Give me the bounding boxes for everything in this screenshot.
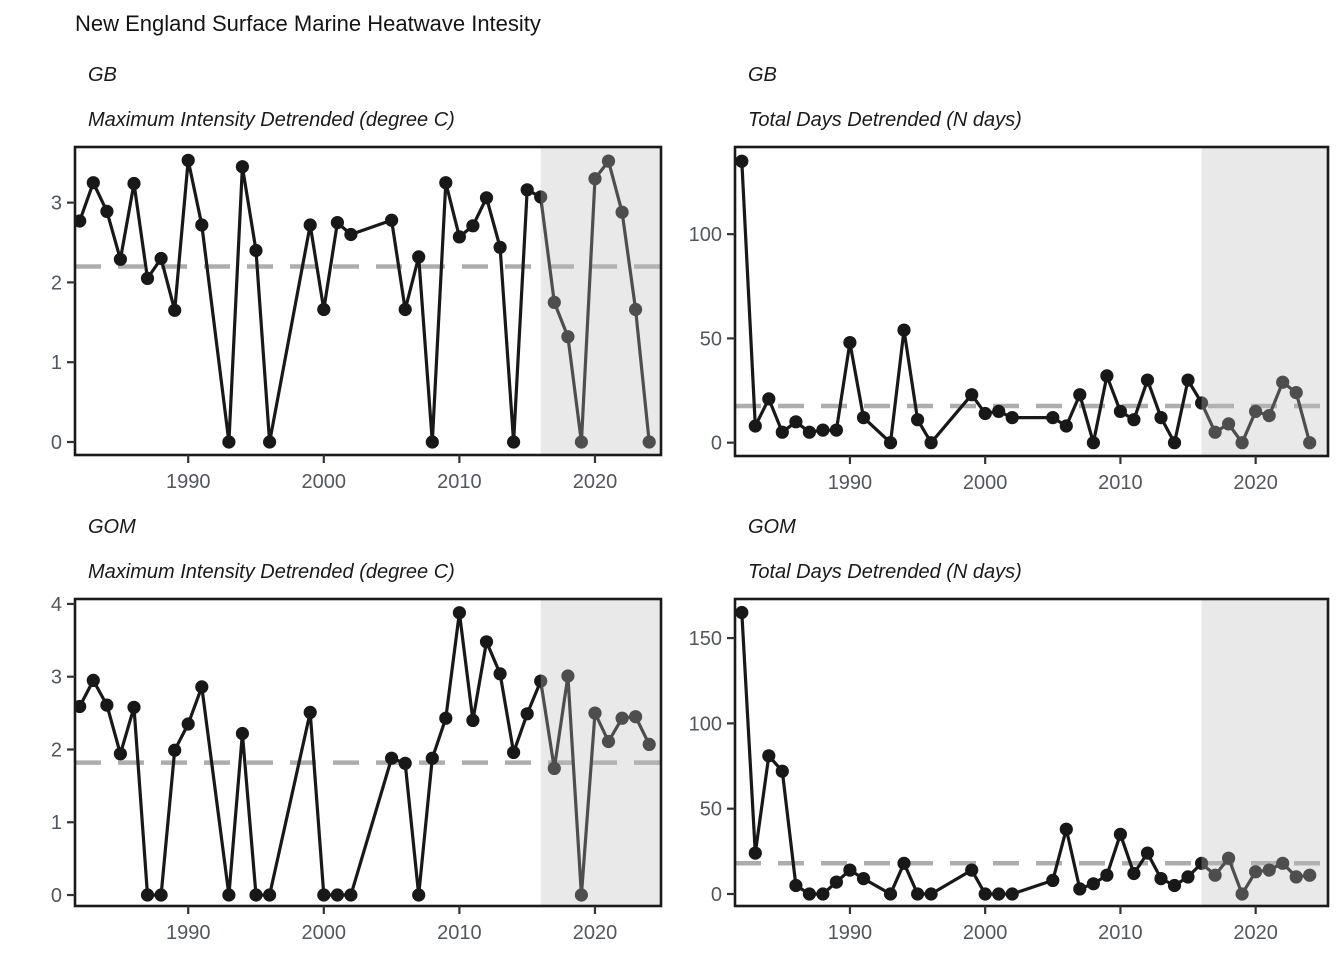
x-axis-tick-label: 2020: [1233, 472, 1278, 494]
data-point: [1046, 411, 1059, 424]
data-point: [884, 887, 897, 900]
data-point: [1060, 419, 1073, 432]
data-point: [249, 244, 262, 257]
data-point: [992, 887, 1005, 900]
chart-panel-gb-total-days: [689, 147, 1328, 494]
data-point: [1100, 369, 1113, 382]
data-point: [399, 757, 412, 770]
data-point: [317, 888, 330, 901]
data-point: [897, 324, 910, 337]
data-point: [412, 250, 425, 263]
data-point: [965, 388, 978, 401]
data-point: [507, 435, 520, 448]
y-axis-tick-label: 100: [688, 713, 722, 736]
panel-gb-max-metric-label: Maximum Intensity Detrended (degree C): [88, 109, 455, 131]
x-axis-tick-label: 2000: [301, 471, 347, 493]
x-axis-tick-label: 1990: [827, 922, 873, 944]
y-axis-tick-label: 50: [699, 328, 722, 351]
data-point: [195, 218, 208, 231]
x-axis-tick-label: 1990: [165, 471, 211, 493]
data-point: [236, 160, 249, 173]
data-point: [979, 407, 992, 420]
panel-gb-days-region-label: GB: [748, 64, 777, 86]
data-point: [195, 680, 208, 693]
x-axis-tick-label: 2000: [962, 922, 1008, 944]
data-point: [979, 887, 992, 900]
data-point: [507, 746, 520, 759]
data-point: [1114, 405, 1127, 418]
data-point: [1141, 374, 1154, 387]
y-axis-tick-label: 2: [50, 739, 62, 762]
chart-panel-gb-max-intensity: [51, 147, 661, 493]
x-axis-tick-label: 2020: [1233, 922, 1278, 944]
data-point: [426, 435, 439, 448]
data-point: [1114, 828, 1127, 841]
data-point: [1060, 823, 1073, 836]
data-point: [168, 744, 181, 757]
chart-panel-gom-max-intensity: [51, 594, 661, 944]
data-point: [127, 701, 140, 714]
data-point: [155, 252, 168, 265]
data-point: [249, 888, 262, 901]
data-point: [399, 303, 412, 316]
data-point: [1127, 867, 1140, 880]
data-point: [816, 424, 829, 437]
x-axis-tick-label: 2000: [962, 472, 1008, 494]
forecast-shade-region: [541, 599, 661, 906]
data-point: [222, 888, 235, 901]
data-point: [816, 887, 829, 900]
data-point: [925, 887, 938, 900]
data-point: [1006, 887, 1019, 900]
data-point: [317, 303, 330, 316]
y-axis-tick-label: 3: [50, 192, 62, 215]
data-point: [735, 606, 748, 619]
data-point: [776, 426, 789, 439]
data-point: [453, 230, 466, 243]
data-point: [1168, 436, 1181, 449]
y-axis-tick-label: 100: [688, 224, 722, 247]
data-point: [494, 667, 507, 680]
data-point: [480, 191, 493, 204]
panel-gom-max-metric-label: Maximum Intensity Detrended (degree C): [88, 561, 455, 583]
data-point: [843, 864, 856, 877]
data-point: [87, 674, 100, 687]
data-point: [830, 876, 843, 889]
data-point: [236, 727, 249, 740]
data-point: [762, 749, 775, 762]
data-point: [521, 183, 534, 196]
data-point: [466, 219, 479, 232]
data-point: [263, 888, 276, 901]
panel-gom-days-metric-label: Total Days Detrended (N days): [748, 561, 1022, 583]
data-point: [857, 872, 870, 885]
data-point: [100, 699, 113, 712]
panel-gb-max-region-label: GB: [88, 64, 117, 86]
data-point: [1100, 869, 1113, 882]
data-point: [992, 405, 1005, 418]
data-point: [263, 435, 276, 448]
y-axis-tick-label: 50: [699, 798, 722, 821]
data-point: [925, 436, 938, 449]
y-axis-tick-label: 1: [50, 812, 62, 835]
data-point: [155, 888, 168, 901]
y-axis-tick-label: 0: [710, 884, 722, 907]
y-axis-tick-label: 0: [50, 431, 62, 454]
data-point: [911, 413, 924, 426]
x-axis-tick-label: 2010: [1098, 922, 1143, 944]
data-point: [426, 752, 439, 765]
data-point: [1181, 374, 1194, 387]
data-point: [830, 424, 843, 437]
data-point: [114, 747, 127, 760]
data-point: [1181, 870, 1194, 883]
data-point: [385, 214, 398, 227]
data-point: [749, 419, 762, 432]
data-point: [1087, 436, 1100, 449]
data-point: [304, 218, 317, 231]
x-axis-tick-label: 2020: [572, 922, 618, 944]
data-point: [344, 228, 357, 241]
y-axis-tick-label: 0: [50, 885, 62, 908]
forecast-shade-region: [1202, 147, 1328, 456]
data-point: [1073, 388, 1086, 401]
data-point: [1046, 874, 1059, 887]
y-axis-tick-label: 150: [688, 628, 722, 651]
data-point: [1006, 411, 1019, 424]
data-point: [114, 253, 127, 266]
data-point: [803, 887, 816, 900]
data-point: [331, 216, 344, 229]
data-point: [127, 177, 140, 190]
y-axis-tick-label: 0: [710, 432, 722, 455]
data-point: [1168, 879, 1181, 892]
y-axis-tick-label: 2: [50, 272, 62, 295]
page-title: New England Surface Marine Heatwave Intesity: [75, 11, 541, 36]
data-point: [331, 888, 344, 901]
data-point: [344, 888, 357, 901]
y-axis-tick-label: 4: [50, 593, 62, 616]
data-point: [1154, 872, 1167, 885]
data-point: [803, 426, 816, 439]
data-point: [897, 857, 910, 870]
forecast-shade-region: [1202, 599, 1328, 906]
data-point: [1127, 413, 1140, 426]
data-point: [762, 392, 775, 405]
data-point: [439, 712, 452, 725]
chart-panel-gom-total-days: [689, 599, 1328, 944]
data-point: [439, 176, 452, 189]
data-point: [304, 706, 317, 719]
data-point: [857, 411, 870, 424]
data-point: [965, 864, 978, 877]
data-point: [87, 176, 100, 189]
data-point: [1141, 847, 1154, 860]
data-point: [182, 717, 195, 730]
x-axis-tick-label: 2010: [437, 922, 482, 944]
data-point: [385, 752, 398, 765]
x-axis-tick-label: 2010: [437, 471, 482, 493]
data-point: [412, 888, 425, 901]
data-point: [182, 154, 195, 167]
data-point: [884, 436, 897, 449]
data-point: [749, 847, 762, 860]
x-axis-tick-label: 2020: [572, 471, 618, 493]
x-axis-tick-label: 1990: [165, 922, 211, 944]
data-point: [168, 304, 181, 317]
data-point: [466, 714, 479, 727]
data-point: [1087, 877, 1100, 890]
data-point: [453, 606, 466, 619]
data-point: [494, 241, 507, 254]
panel-gom-max-region-label: GOM: [88, 516, 136, 538]
data-point: [222, 435, 235, 448]
y-axis-tick-label: 3: [50, 666, 62, 689]
forecast-shade-region: [541, 147, 661, 455]
data-point: [735, 155, 748, 168]
data-point: [100, 205, 113, 218]
data-point: [521, 707, 534, 720]
data-point: [141, 888, 154, 901]
data-point: [1154, 411, 1167, 424]
data-point: [1073, 882, 1086, 895]
panel-gb-days-metric-label: Total Days Detrended (N days): [748, 109, 1022, 131]
panel-gom-days-region-label: GOM: [748, 516, 796, 538]
data-point: [843, 336, 856, 349]
x-axis-tick-label: 1990: [827, 472, 873, 494]
data-point: [776, 765, 789, 778]
data-point: [480, 635, 493, 648]
data-point: [141, 272, 154, 285]
axes: [689, 224, 1278, 494]
y-axis-tick-label: 1: [50, 352, 62, 375]
x-axis-tick-label: 2010: [1098, 472, 1143, 494]
data-point: [789, 415, 802, 428]
x-axis-tick-label: 2000: [301, 922, 347, 944]
data-point: [789, 879, 802, 892]
data-point: [911, 887, 924, 900]
